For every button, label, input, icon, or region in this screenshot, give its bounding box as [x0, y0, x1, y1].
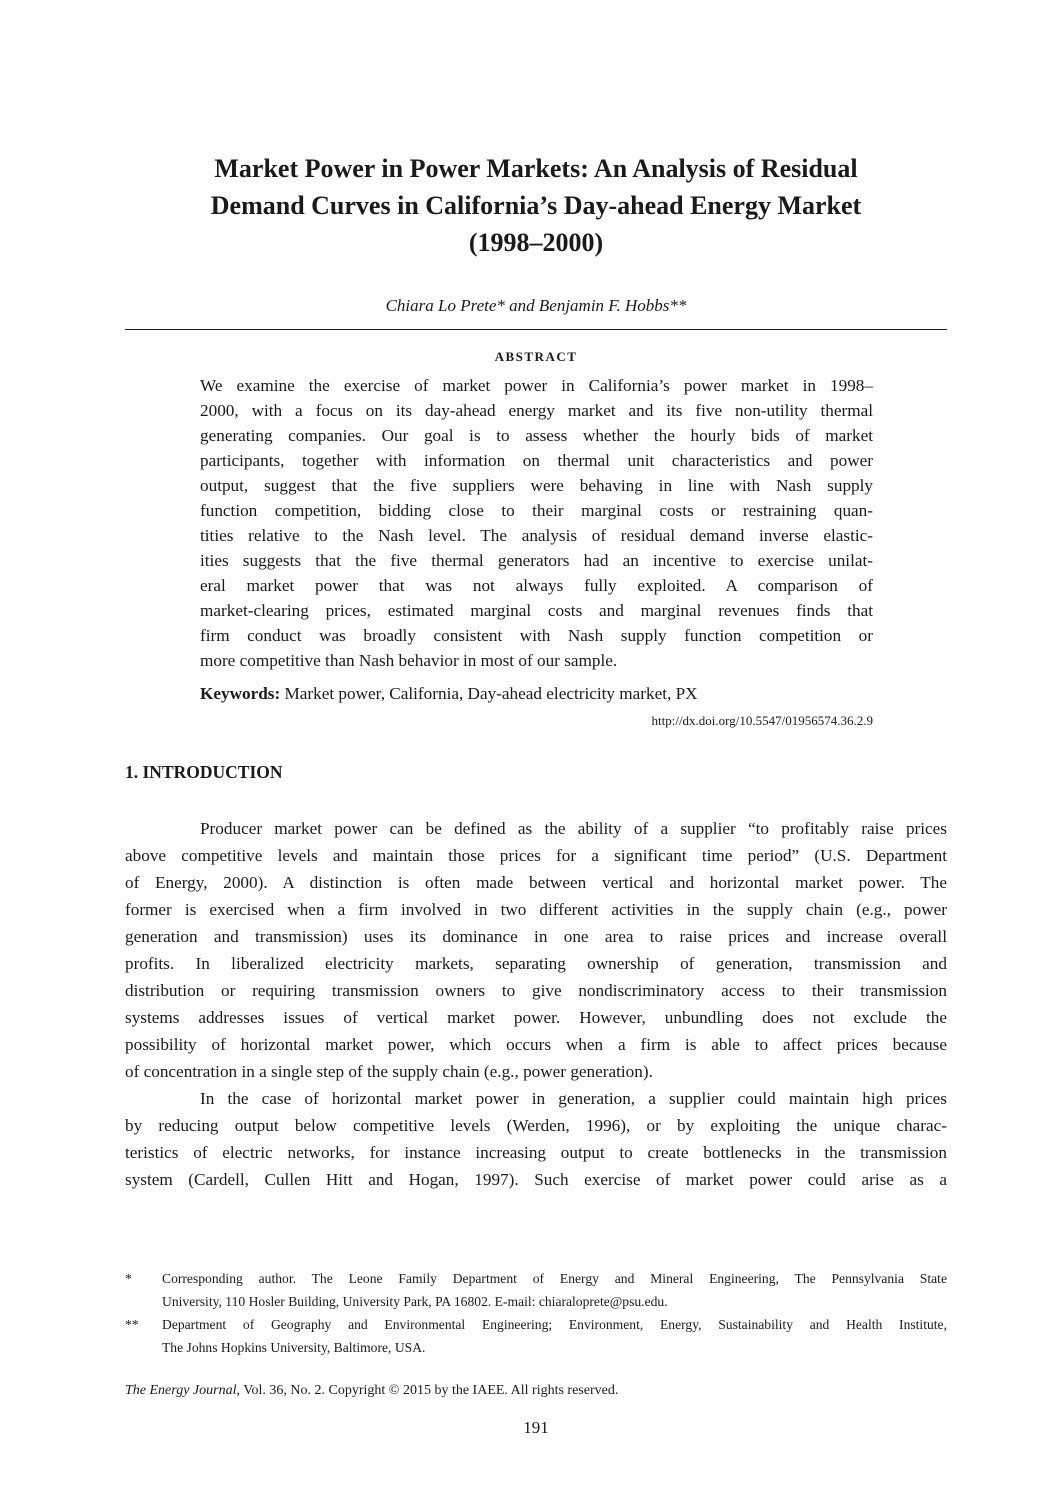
title-line: Market Power in Power Markets: An Analysis of Residual: [214, 154, 858, 183]
footnote-line: Department of Geography and Environmental Engineering; Environment, Energy, Sustainability and Health Institute,: [162, 1317, 947, 1332]
doi-link[interactable]: http://dx.doi.org/10.5547/01956574.36.2.9: [651, 713, 873, 728]
paper-title: [125, 150, 947, 261]
body-line: systems addresses issues of vertical market power. However, unbundling does not exclude the: [125, 1008, 947, 1027]
footnote-line: Corresponding author. The Leone Family Department of Energy and Mineral Engineering, The Pennsylvania State: [162, 1271, 947, 1286]
abstract-line: tities relative to the Nash level. The analysis of residual demand inverse elastic-: [200, 526, 873, 545]
abstract-line: ities suggests that the five thermal generators had an incentive to exercise unilat-: [200, 551, 873, 570]
body-line: generation and transmission) uses its dominance in one area to raise prices and increase overall: [125, 927, 947, 946]
body-line: teristics of electric networks, for instance increasing output to create bottlenecks in the transmission: [125, 1143, 947, 1162]
abstract-line: firm conduct was broadly consistent with Nash supply function competition or: [200, 626, 873, 645]
body-line: of Energy, 2000). A distinction is often made between vertical and horizontal market power. The: [125, 873, 947, 892]
abstract-heading: ABSTRACT: [494, 349, 578, 364]
journal-details: , Vol. 36, No. 2. Copyright © 2015 by the IAEE. All rights reserved.: [236, 1383, 619, 1398]
title-line: (1998–2000): [468, 228, 604, 257]
keywords-text: Market power, California, Day-ahead electricity market, PX: [280, 684, 698, 703]
body-line: of concentration in a single step of the supply chain (e.g., power generation).: [125, 1062, 653, 1081]
header-divider: [125, 329, 947, 330]
footnote: [125, 1313, 947, 1359]
body-line: distribution or requiring transmission owners to give nondiscriminatory access to their transmission: [125, 981, 947, 1000]
journal-info: [125, 1383, 618, 1399]
body-line: Producer market power can be defined as the ability of a supplier “to profitably raise prices: [200, 819, 947, 838]
abstract-line: generating companies. Our goal is to assess whether the hourly bids of market: [200, 426, 873, 445]
title-line: Demand Curves in California’s Day-ahead Energy Market: [210, 191, 862, 220]
body-line: In the case of horizontal market power in generation, a supplier could maintain high prices: [200, 1089, 947, 1108]
authors: Chiara Lo Prete* and Benjamin F. Hobbs**: [385, 296, 687, 315]
footnote-line: The Johns Hopkins University, Baltimore, USA.: [162, 1340, 426, 1355]
abstract-line: We examine the exercise of market power in California’s power market in 1998–: [200, 376, 873, 395]
abstract-line: more competitive than Nash behavior in most of our sample.: [200, 651, 618, 670]
footnote-line: University, 110 Hosler Building, University Park, PA 16802. E-mail: chiaraloprete@psu.edu.: [162, 1294, 668, 1309]
page-number: 191: [523, 1418, 549, 1437]
journal-name: The Energy Journal: [125, 1383, 237, 1398]
body-line: profits. In liberalized electricity markets, separating ownership of generation, transmission and: [125, 954, 947, 973]
body-line: above competitive levels and maintain those prices for a significant time period” (U.S. Department: [125, 846, 947, 865]
body-line: by reducing output below competitive levels (Werden, 1996), or by exploiting the unique charac-: [125, 1116, 947, 1135]
footnotes: [125, 1267, 947, 1359]
abstract-line: 2000, with a focus on its day-ahead energy market and its five non-utility thermal: [200, 401, 873, 420]
abstract-line: eral market power that was not always fully exploited. A comparison of: [200, 576, 873, 595]
abstract-body: [200, 373, 873, 673]
keywords: [200, 681, 873, 706]
section-heading: 1. INTRODUCTION: [125, 762, 283, 782]
footnote-mark: **: [125, 1317, 139, 1332]
body-line: former is exercised when a firm involved in two different activities in the supply chain (e.g., power: [125, 900, 947, 919]
abstract-line: market-clearing prices, estimated marginal costs and marginal revenues finds that: [200, 601, 873, 620]
abstract-line: function competition, bidding close to their marginal costs or restraining quan-: [200, 501, 873, 520]
footnote-mark: *: [125, 1271, 132, 1286]
keywords-label: Keywords:: [200, 684, 281, 703]
body-line: system (Cardell, Cullen Hitt and Hogan, 1997). Such exercise of market power could arise as a: [125, 1170, 947, 1189]
footnote: [125, 1267, 947, 1313]
footnote-text: [162, 1313, 947, 1359]
abstract-line: participants, together with information on thermal unit characteristics and power: [200, 451, 873, 470]
footnote-text: [162, 1267, 947, 1313]
body-line: possibility of horizontal market power, which occurs when a firm is able to affect prices because: [125, 1035, 947, 1054]
body-text: [125, 815, 947, 1193]
abstract-line: output, suggest that the five suppliers were behaving in line with Nash supply: [200, 476, 873, 495]
